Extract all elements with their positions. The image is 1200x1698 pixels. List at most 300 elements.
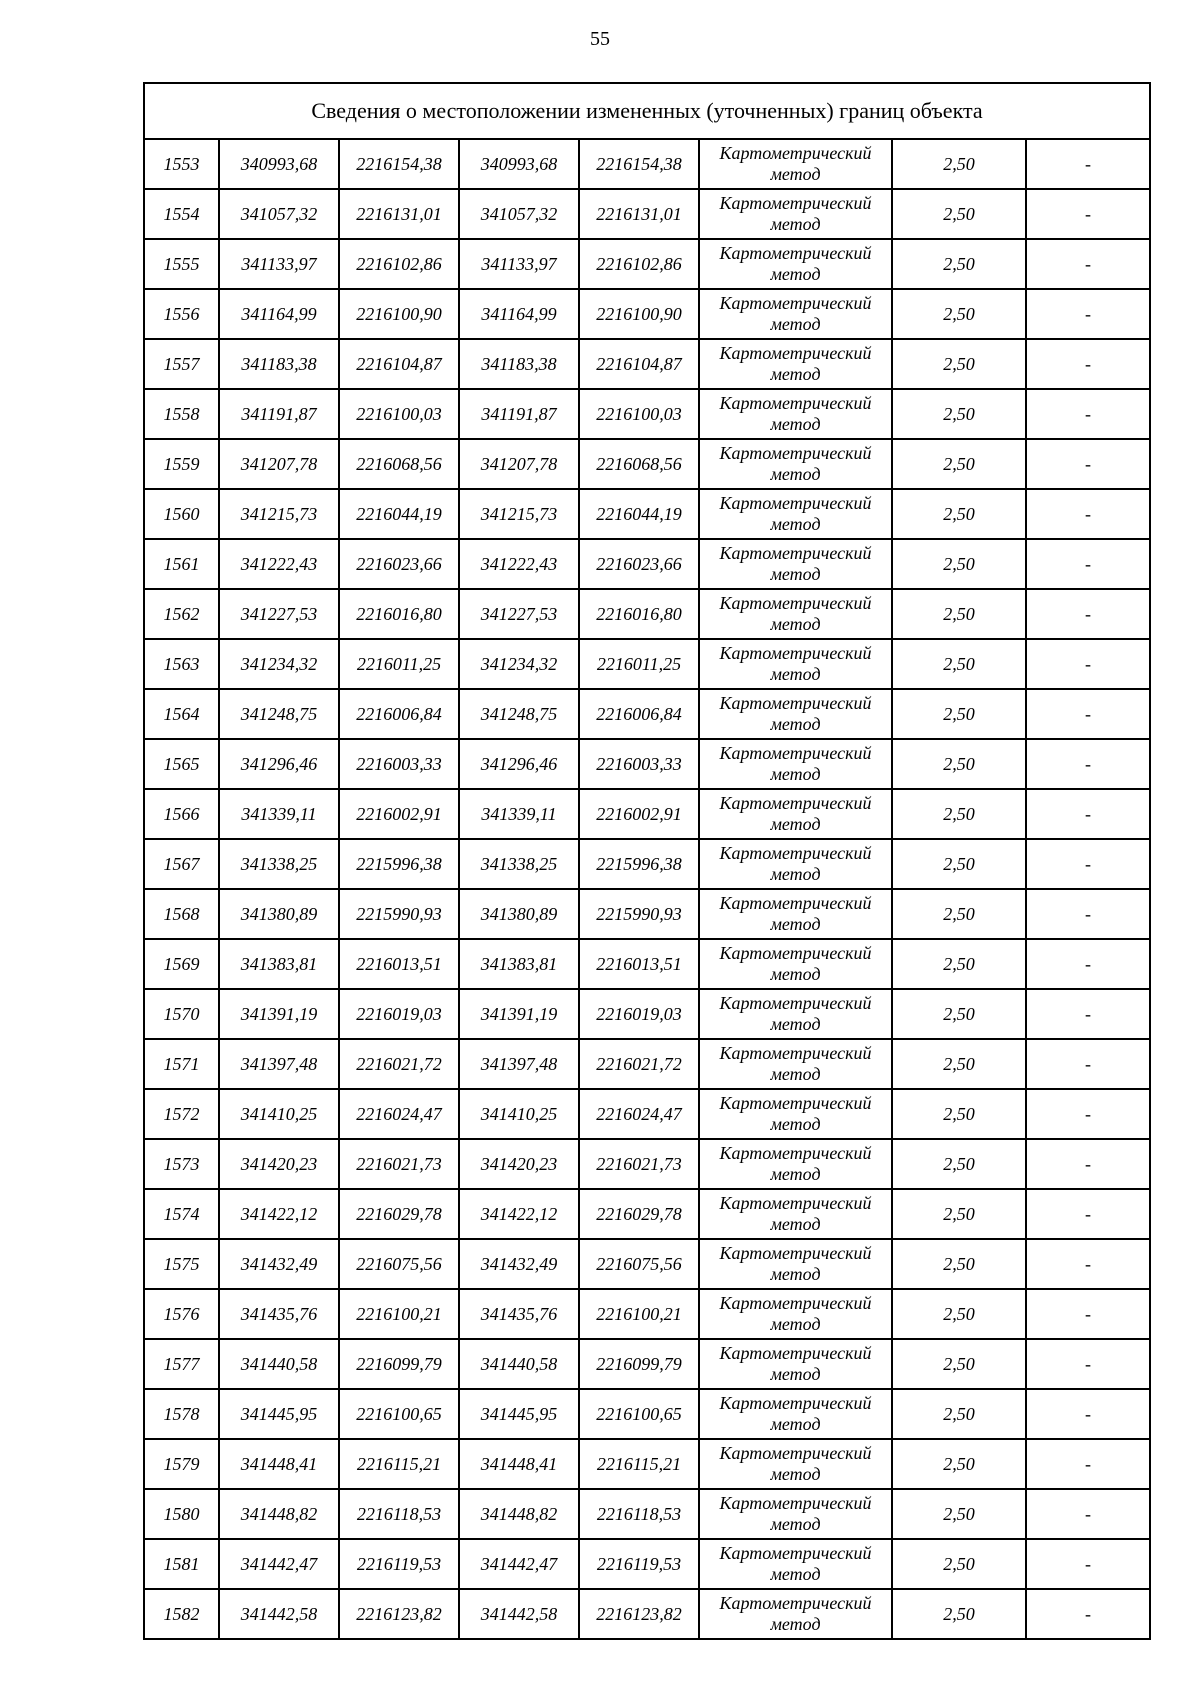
method-cell [699, 489, 892, 539]
table-row [144, 1239, 1150, 1289]
x-refined-cell: 341339,11 [459, 789, 579, 839]
method-text: метод [770, 664, 821, 684]
method-cell [699, 739, 892, 789]
method-cell [699, 939, 892, 989]
point-number-cell: 1582 [144, 1589, 219, 1639]
table-row [144, 1039, 1150, 1089]
method-text: метод [770, 1414, 821, 1434]
y-refined-cell: 2216044,19 [579, 489, 699, 539]
method-cell [699, 1439, 892, 1489]
point-number-cell: 1574 [144, 1189, 219, 1239]
table-row [144, 639, 1150, 689]
accuracy-cell: 2,50 [892, 1589, 1026, 1639]
x-refined-cell: 341164,99 [459, 289, 579, 339]
x-existing-cell: 341432,49 [219, 1239, 339, 1289]
y-existing-cell: 2216118,53 [339, 1489, 459, 1539]
method-text: метод [770, 1114, 821, 1134]
method-text: метод [770, 314, 821, 334]
x-existing-cell: 341215,73 [219, 489, 339, 539]
method-cell [699, 1539, 892, 1589]
x-existing-cell: 341422,12 [219, 1189, 339, 1239]
x-existing-cell: 341440,58 [219, 1339, 339, 1389]
point-number-cell: 1571 [144, 1039, 219, 1089]
note-cell: - [1026, 1039, 1150, 1089]
table-row [144, 189, 1150, 239]
method-text: Картометрический [719, 1443, 872, 1463]
accuracy-cell: 2,50 [892, 789, 1026, 839]
accuracy-cell: 2,50 [892, 639, 1026, 689]
table-row [144, 1589, 1150, 1639]
y-refined-cell: 2216006,84 [579, 689, 699, 739]
point-number-cell: 1557 [144, 339, 219, 389]
x-existing-cell: 341383,81 [219, 939, 339, 989]
x-existing-cell: 341420,23 [219, 1139, 339, 1189]
method-text: Картометрический [719, 1243, 872, 1263]
y-existing-cell: 2216100,03 [339, 389, 459, 439]
accuracy-cell: 2,50 [892, 1539, 1026, 1589]
table-heading: Сведения о местоположении измененных (уточненных) границ объекта [144, 83, 1150, 139]
note-cell: - [1026, 839, 1150, 889]
y-existing-cell: 2216002,91 [339, 789, 459, 839]
method-cell [699, 1039, 892, 1089]
method-text: Картометрический [719, 543, 872, 563]
accuracy-cell: 2,50 [892, 1039, 1026, 1089]
point-number-cell: 1560 [144, 489, 219, 539]
table-row [144, 839, 1150, 889]
note-cell: - [1026, 1289, 1150, 1339]
y-refined-cell: 2216123,82 [579, 1589, 699, 1639]
method-cell [699, 1289, 892, 1339]
note-cell: - [1026, 939, 1150, 989]
point-number-cell: 1576 [144, 1289, 219, 1339]
table-row [144, 1289, 1150, 1339]
table-row [144, 539, 1150, 589]
x-existing-cell: 341222,43 [219, 539, 339, 589]
accuracy-cell: 2,50 [892, 1389, 1026, 1439]
method-text: Картометрический [719, 693, 872, 713]
method-cell [699, 1189, 892, 1239]
x-refined-cell: 341422,12 [459, 1189, 579, 1239]
method-text: Картометрический [719, 1493, 872, 1513]
x-refined-cell: 341410,25 [459, 1089, 579, 1139]
accuracy-cell: 2,50 [892, 539, 1026, 589]
table-row [144, 1389, 1150, 1439]
method-cell [699, 1339, 892, 1389]
method-text: метод [770, 1614, 821, 1634]
y-existing-cell: 2216023,66 [339, 539, 459, 589]
method-text: Картометрический [719, 1143, 872, 1163]
table-row [144, 589, 1150, 639]
x-refined-cell: 341234,32 [459, 639, 579, 689]
method-cell [699, 989, 892, 1039]
accuracy-cell: 2,50 [892, 839, 1026, 889]
y-existing-cell: 2216099,79 [339, 1339, 459, 1389]
point-number-cell: 1569 [144, 939, 219, 989]
y-refined-cell: 2216100,21 [579, 1289, 699, 1339]
note-cell: - [1026, 1489, 1150, 1539]
y-refined-cell: 2216029,78 [579, 1189, 699, 1239]
y-existing-cell: 2216100,65 [339, 1389, 459, 1439]
table-row [144, 339, 1150, 389]
point-number-cell: 1567 [144, 839, 219, 889]
method-text: метод [770, 414, 821, 434]
y-existing-cell: 2216123,82 [339, 1589, 459, 1639]
x-existing-cell: 341234,32 [219, 639, 339, 689]
y-refined-cell: 2216100,03 [579, 389, 699, 439]
y-existing-cell: 2216003,33 [339, 739, 459, 789]
y-existing-cell: 2216100,90 [339, 289, 459, 339]
y-refined-cell: 2216131,01 [579, 189, 699, 239]
y-refined-cell: 2216011,25 [579, 639, 699, 689]
method-text: метод [770, 814, 821, 834]
x-refined-cell: 341445,95 [459, 1389, 579, 1439]
method-cell [699, 339, 892, 389]
point-number-cell: 1554 [144, 189, 219, 239]
table-row [144, 689, 1150, 739]
x-refined-cell: 341432,49 [459, 1239, 579, 1289]
x-existing-cell: 341191,87 [219, 389, 339, 439]
y-existing-cell: 2216068,56 [339, 439, 459, 489]
method-cell [699, 589, 892, 639]
x-existing-cell: 341338,25 [219, 839, 339, 889]
y-existing-cell: 2216044,19 [339, 489, 459, 539]
x-existing-cell: 341435,76 [219, 1289, 339, 1339]
method-text: Картометрический [719, 1293, 872, 1313]
accuracy-cell: 2,50 [892, 239, 1026, 289]
table-row [144, 489, 1150, 539]
y-refined-cell: 2216023,66 [579, 539, 699, 589]
table-row [144, 1539, 1150, 1589]
method-text: метод [770, 964, 821, 984]
x-refined-cell: 341222,43 [459, 539, 579, 589]
x-refined-cell: 341440,58 [459, 1339, 579, 1389]
method-text: Картометрический [719, 643, 872, 663]
x-existing-cell: 341057,32 [219, 189, 339, 239]
point-number-cell: 1575 [144, 1239, 219, 1289]
y-refined-cell: 2216104,87 [579, 339, 699, 389]
method-cell [699, 239, 892, 289]
x-refined-cell: 341296,46 [459, 739, 579, 789]
note-cell: - [1026, 489, 1150, 539]
x-existing-cell: 341397,48 [219, 1039, 339, 1089]
table-row [144, 789, 1150, 839]
point-number-cell: 1577 [144, 1339, 219, 1389]
y-existing-cell: 2216115,21 [339, 1439, 459, 1489]
x-existing-cell: 341410,25 [219, 1089, 339, 1139]
method-text: метод [770, 764, 821, 784]
accuracy-cell: 2,50 [892, 1489, 1026, 1539]
note-cell: - [1026, 689, 1150, 739]
y-refined-cell: 2216118,53 [579, 1489, 699, 1539]
y-refined-cell: 2216100,65 [579, 1389, 699, 1439]
x-existing-cell: 341248,75 [219, 689, 339, 739]
accuracy-cell: 2,50 [892, 389, 1026, 439]
method-cell [699, 689, 892, 739]
method-text: Картометрический [719, 1393, 872, 1413]
method-text: Картометрический [719, 393, 872, 413]
method-text: Картометрический [719, 443, 872, 463]
method-text: метод [770, 614, 821, 634]
x-existing-cell: 341207,78 [219, 439, 339, 489]
x-refined-cell: 341227,53 [459, 589, 579, 639]
note-cell: - [1026, 389, 1150, 439]
method-text: метод [770, 1214, 821, 1234]
accuracy-cell: 2,50 [892, 739, 1026, 789]
y-existing-cell: 2216021,73 [339, 1139, 459, 1189]
x-existing-cell: 341227,53 [219, 589, 339, 639]
note-cell: - [1026, 239, 1150, 289]
x-existing-cell: 341391,19 [219, 989, 339, 1039]
method-cell [699, 1239, 892, 1289]
x-refined-cell: 341207,78 [459, 439, 579, 489]
y-existing-cell: 2216024,47 [339, 1089, 459, 1139]
method-text: Картометрический [719, 1593, 872, 1613]
y-refined-cell: 2216099,79 [579, 1339, 699, 1389]
x-refined-cell: 341383,81 [459, 939, 579, 989]
note-cell: - [1026, 1439, 1150, 1489]
note-cell: - [1026, 589, 1150, 639]
accuracy-cell: 2,50 [892, 139, 1026, 189]
note-cell: - [1026, 189, 1150, 239]
x-refined-cell: 341442,58 [459, 1589, 579, 1639]
accuracy-cell: 2,50 [892, 339, 1026, 389]
method-text: метод [770, 1364, 821, 1384]
y-refined-cell: 2216119,53 [579, 1539, 699, 1589]
x-refined-cell: 341435,76 [459, 1289, 579, 1339]
method-text: метод [770, 214, 821, 234]
x-existing-cell: 341448,82 [219, 1489, 339, 1539]
accuracy-cell: 2,50 [892, 1289, 1026, 1339]
point-number-cell: 1561 [144, 539, 219, 589]
method-cell [699, 439, 892, 489]
x-refined-cell: 341191,87 [459, 389, 579, 439]
method-text: метод [770, 1014, 821, 1034]
table-row [144, 1439, 1150, 1489]
accuracy-cell: 2,50 [892, 1439, 1026, 1489]
note-cell: - [1026, 1239, 1150, 1289]
method-text: метод [770, 1164, 821, 1184]
note-cell: - [1026, 1089, 1150, 1139]
method-cell [699, 639, 892, 689]
note-cell: - [1026, 889, 1150, 939]
point-number-cell: 1563 [144, 639, 219, 689]
y-refined-cell: 2216115,21 [579, 1439, 699, 1489]
accuracy-cell: 2,50 [892, 939, 1026, 989]
accuracy-cell: 2,50 [892, 489, 1026, 539]
y-existing-cell: 2216119,53 [339, 1539, 459, 1589]
accuracy-cell: 2,50 [892, 889, 1026, 939]
x-refined-cell: 341397,48 [459, 1039, 579, 1089]
method-cell [699, 1489, 892, 1539]
x-refined-cell: 341380,89 [459, 889, 579, 939]
note-cell: - [1026, 1189, 1150, 1239]
table-row [144, 1489, 1150, 1539]
note-cell: - [1026, 1389, 1150, 1439]
y-refined-cell: 2216100,90 [579, 289, 699, 339]
y-refined-cell: 2216021,73 [579, 1139, 699, 1189]
note-cell: - [1026, 739, 1150, 789]
method-cell [699, 189, 892, 239]
method-cell [699, 1589, 892, 1639]
y-refined-cell: 2215990,93 [579, 889, 699, 939]
method-cell [699, 1089, 892, 1139]
method-text: Картометрический [719, 1193, 872, 1213]
page-number: 55 [590, 28, 610, 50]
point-number-cell: 1573 [144, 1139, 219, 1189]
note-cell: - [1026, 539, 1150, 589]
accuracy-cell: 2,50 [892, 1089, 1026, 1139]
x-refined-cell: 341183,38 [459, 339, 579, 389]
accuracy-cell: 2,50 [892, 1339, 1026, 1389]
y-existing-cell: 2216019,03 [339, 989, 459, 1039]
method-cell [699, 889, 892, 939]
table-row [144, 289, 1150, 339]
note-cell: - [1026, 1589, 1150, 1639]
method-text: метод [770, 1514, 821, 1534]
y-existing-cell: 2216021,72 [339, 1039, 459, 1089]
point-number-cell: 1581 [144, 1539, 219, 1589]
method-cell [699, 389, 892, 439]
x-existing-cell: 341339,11 [219, 789, 339, 839]
coordinates-table [143, 82, 1151, 1640]
y-refined-cell: 2216016,80 [579, 589, 699, 639]
method-text: метод [770, 164, 821, 184]
table-row [144, 389, 1150, 439]
point-number-cell: 1572 [144, 1089, 219, 1139]
x-refined-cell: 341133,97 [459, 239, 579, 289]
method-text: Картометрический [719, 193, 872, 213]
table-row [144, 139, 1150, 189]
method-text: Картометрический [719, 1093, 872, 1113]
table-row [144, 1089, 1150, 1139]
method-cell [699, 539, 892, 589]
table-row [144, 1139, 1150, 1189]
y-existing-cell: 2216013,51 [339, 939, 459, 989]
x-existing-cell: 341296,46 [219, 739, 339, 789]
method-text: Картометрический [719, 743, 872, 763]
method-cell [699, 1139, 892, 1189]
point-number-cell: 1553 [144, 139, 219, 189]
point-number-cell: 1566 [144, 789, 219, 839]
accuracy-cell: 2,50 [892, 589, 1026, 639]
table-row [144, 739, 1150, 789]
method-text: метод [770, 1564, 821, 1584]
x-existing-cell: 341164,99 [219, 289, 339, 339]
method-text: метод [770, 914, 821, 934]
y-refined-cell: 2216102,86 [579, 239, 699, 289]
method-text: метод [770, 564, 821, 584]
accuracy-cell: 2,50 [892, 689, 1026, 739]
method-cell [699, 289, 892, 339]
note-cell: - [1026, 1139, 1150, 1189]
y-existing-cell: 2216102,86 [339, 239, 459, 289]
point-number-cell: 1558 [144, 389, 219, 439]
point-number-cell: 1579 [144, 1439, 219, 1489]
x-refined-cell: 341338,25 [459, 839, 579, 889]
point-number-cell: 1578 [144, 1389, 219, 1439]
method-text: Картометрический [719, 143, 872, 163]
x-refined-cell: 341248,75 [459, 689, 579, 739]
y-refined-cell: 2216154,38 [579, 139, 699, 189]
method-text: метод [770, 1464, 821, 1484]
x-refined-cell: 341420,23 [459, 1139, 579, 1189]
x-existing-cell: 341380,89 [219, 889, 339, 939]
x-refined-cell: 340993,68 [459, 139, 579, 189]
point-number-cell: 1562 [144, 589, 219, 639]
y-refined-cell: 2216068,56 [579, 439, 699, 489]
method-text: Картометрический [719, 843, 872, 863]
x-existing-cell: 341442,47 [219, 1539, 339, 1589]
x-refined-cell: 341448,82 [459, 1489, 579, 1539]
note-cell: - [1026, 989, 1150, 1039]
point-number-cell: 1564 [144, 689, 219, 739]
y-existing-cell: 2216016,80 [339, 589, 459, 639]
x-refined-cell: 341448,41 [459, 1439, 579, 1489]
x-existing-cell: 341442,58 [219, 1589, 339, 1639]
point-number-cell: 1570 [144, 989, 219, 1039]
note-cell: - [1026, 1539, 1150, 1589]
table-row [144, 239, 1150, 289]
method-cell [699, 789, 892, 839]
method-text: Картометрический [719, 793, 872, 813]
y-existing-cell: 2215996,38 [339, 839, 459, 889]
y-existing-cell: 2216075,56 [339, 1239, 459, 1289]
x-existing-cell: 341448,41 [219, 1439, 339, 1489]
table-row [144, 939, 1150, 989]
x-existing-cell: 341183,38 [219, 339, 339, 389]
y-existing-cell: 2216154,38 [339, 139, 459, 189]
method-text: метод [770, 464, 821, 484]
method-text: Картометрический [719, 943, 872, 963]
y-existing-cell: 2216131,01 [339, 189, 459, 239]
y-refined-cell: 2216013,51 [579, 939, 699, 989]
x-refined-cell: 341057,32 [459, 189, 579, 239]
method-text: Картометрический [719, 1343, 872, 1363]
x-existing-cell: 341445,95 [219, 1389, 339, 1439]
x-refined-cell: 341391,19 [459, 989, 579, 1039]
y-refined-cell: 2216024,47 [579, 1089, 699, 1139]
note-cell: - [1026, 439, 1150, 489]
y-refined-cell: 2216002,91 [579, 789, 699, 839]
note-cell: - [1026, 789, 1150, 839]
note-cell: - [1026, 339, 1150, 389]
note-cell: - [1026, 289, 1150, 339]
method-text: метод [770, 864, 821, 884]
method-text: метод [770, 1064, 821, 1084]
table-heading-row [144, 83, 1150, 139]
y-existing-cell: 2216100,21 [339, 1289, 459, 1339]
y-existing-cell: 2216006,84 [339, 689, 459, 739]
table-row [144, 1189, 1150, 1239]
method-cell [699, 839, 892, 889]
method-text: метод [770, 1264, 821, 1284]
point-number-cell: 1565 [144, 739, 219, 789]
point-number-cell: 1580 [144, 1489, 219, 1539]
table-row [144, 889, 1150, 939]
note-cell: - [1026, 1339, 1150, 1389]
y-existing-cell: 2216029,78 [339, 1189, 459, 1239]
accuracy-cell: 2,50 [892, 989, 1026, 1039]
y-existing-cell: 2215990,93 [339, 889, 459, 939]
method-text: Картометрический [719, 993, 872, 1013]
accuracy-cell: 2,50 [892, 1139, 1026, 1189]
note-cell: - [1026, 139, 1150, 189]
y-existing-cell: 2216104,87 [339, 339, 459, 389]
method-text: метод [770, 1314, 821, 1334]
y-refined-cell: 2215996,38 [579, 839, 699, 889]
method-text: Картометрический [719, 1043, 872, 1063]
table-row [144, 439, 1150, 489]
